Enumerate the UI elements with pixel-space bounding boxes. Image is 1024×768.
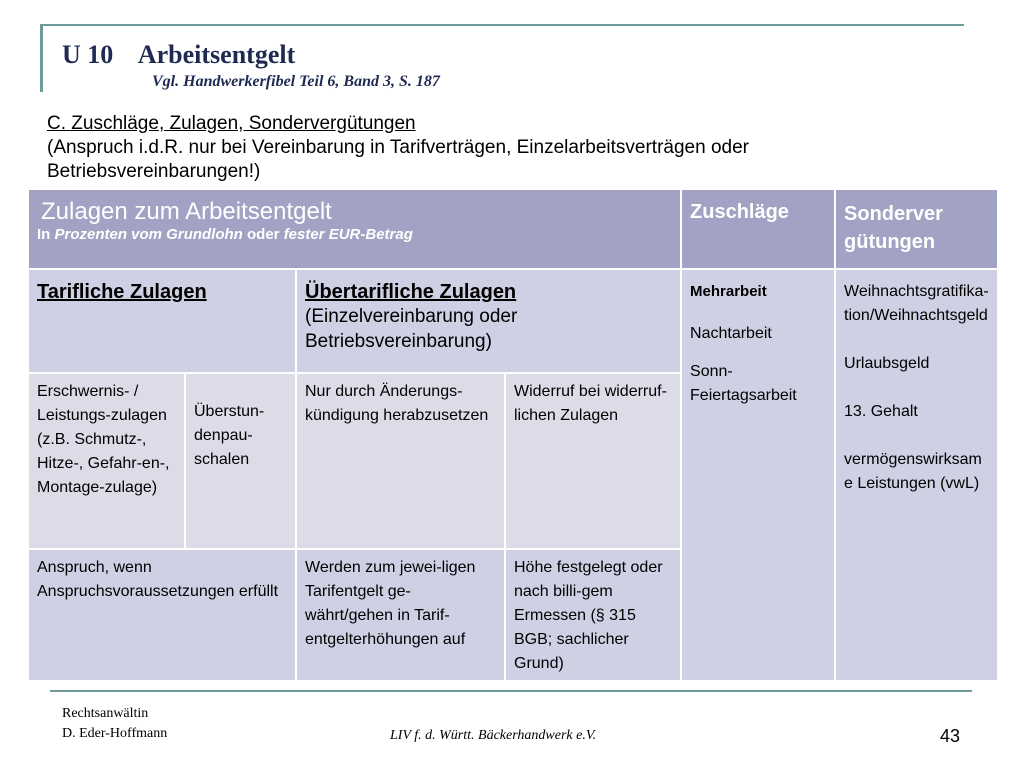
footer-rule [50, 690, 972, 692]
slide-subtitle: Vgl. Handwerkerfibel Teil 6, Band 3, S. 187 [152, 73, 440, 90]
cell-tarifliche [28, 269, 296, 373]
zuschlag-sonn-feiertag: Sonn-Feiertagsarbeit [690, 363, 797, 404]
footer-author-line-2: D. Eder-Hoffmann [62, 726, 168, 741]
sonder-urlaubsgeld: Urlaubsgeld [844, 355, 930, 372]
werden-text: Werden zum jewei-ligen Tarifentgelt ge-währt/gehen in Tarif-entgelterhöhungen auf [305, 559, 476, 648]
footer-organization: LIV f. d. Württ. Bäckerhandwerk e.V. [390, 728, 597, 743]
subtitle-part-3: oder [242, 226, 284, 243]
cell-zuschlaege [681, 269, 835, 681]
slide-title: U 10 Arbeitsentgelt [62, 40, 296, 69]
cell-erschwernis [28, 373, 185, 549]
sonder-13-gehalt: 13. Gehalt [844, 403, 918, 420]
cell-uebertarifliche [296, 269, 681, 373]
hoehe-text: Höhe festgelegt oder nach billi-gem Ermessen (§ 315 BGB; sachlicher Grund) [514, 559, 663, 672]
intro-text: (Anspruch i.d.R. nur bei Vereinbarung in Tarifverträgen, Einzelarbeitsverträgen oder Betriebsvereinbarungen!) [47, 137, 749, 182]
cell-werden [296, 549, 505, 681]
uebertarifliche-label: Übertarifliche Zulagen [305, 281, 517, 303]
left-rule [40, 26, 43, 92]
nur-durch-text: Nur durch Änderungs-kündigung herabzusetzen [305, 383, 489, 424]
cell-sonderverguetungen [835, 269, 998, 681]
subtitle-part-2: Prozenten vom Grundlohn [54, 226, 243, 243]
top-rule [40, 24, 964, 26]
cell-nur-durch [296, 373, 505, 549]
header-zuschlaege: Zuschläge [690, 201, 789, 223]
uebertarifliche-sub: (Einzelvereinbarung oder Betriebsvereinbarung) [305, 306, 518, 352]
allowances-table [27, 188, 999, 682]
tarifliche-label: Tarifliche Zulagen [37, 281, 207, 303]
intro-heading: C. Zuschläge, Zulagen, Sondervergütungen [47, 113, 416, 134]
sonder-weihnachtsgeld: Weihnachtsgratifika-tion/Weihnachtsgeld [844, 283, 989, 324]
subtitle-part-1: In [37, 226, 55, 243]
cell-widerruf [505, 373, 681, 549]
ueberstunden-text: Überstun-denpau-schalen [194, 403, 265, 468]
intro-block [47, 112, 947, 184]
widerruf-text: Widerruf bei widerruf-lichen Zulagen [514, 383, 667, 424]
header-sonder-cell [835, 189, 998, 269]
cell-ueberstunden [185, 373, 296, 549]
header-zuschlaege-cell [681, 189, 835, 269]
header-zulagen-subtitle [37, 226, 672, 244]
zuschlag-nachtarbeit: Nachtarbeit [690, 325, 772, 342]
cell-anspruch [28, 549, 296, 681]
zuschlag-mehrarbeit: Mehrarbeit [690, 283, 767, 300]
anspruch-text: Anspruch, wenn Anspruchsvoraussetzungen erfüllt [37, 559, 279, 600]
table-row-1 [28, 269, 998, 373]
header-zulagen-title: Zulagen zum Arbeitsentgelt [41, 198, 332, 225]
subtitle-part-4: fester EUR-Betrag [283, 226, 413, 243]
header-sonder: Sonderver gütungen [844, 203, 943, 253]
table-header-row [28, 189, 998, 269]
cell-hoehe [505, 549, 681, 681]
erschwernis-text: Erschwernis- / Leistungs-zulagen (z.B. Schmutz-, Hitze-, Gefahr-en-, Montage-zulage) [37, 383, 170, 496]
sonder-vwl: vermögenswirksame Leistungen (vwL) [844, 451, 982, 492]
header-zulagen-cell [28, 189, 681, 269]
footer-author-line-1: Rechtsanwältin [62, 706, 149, 721]
page-number: 43 [940, 726, 961, 746]
